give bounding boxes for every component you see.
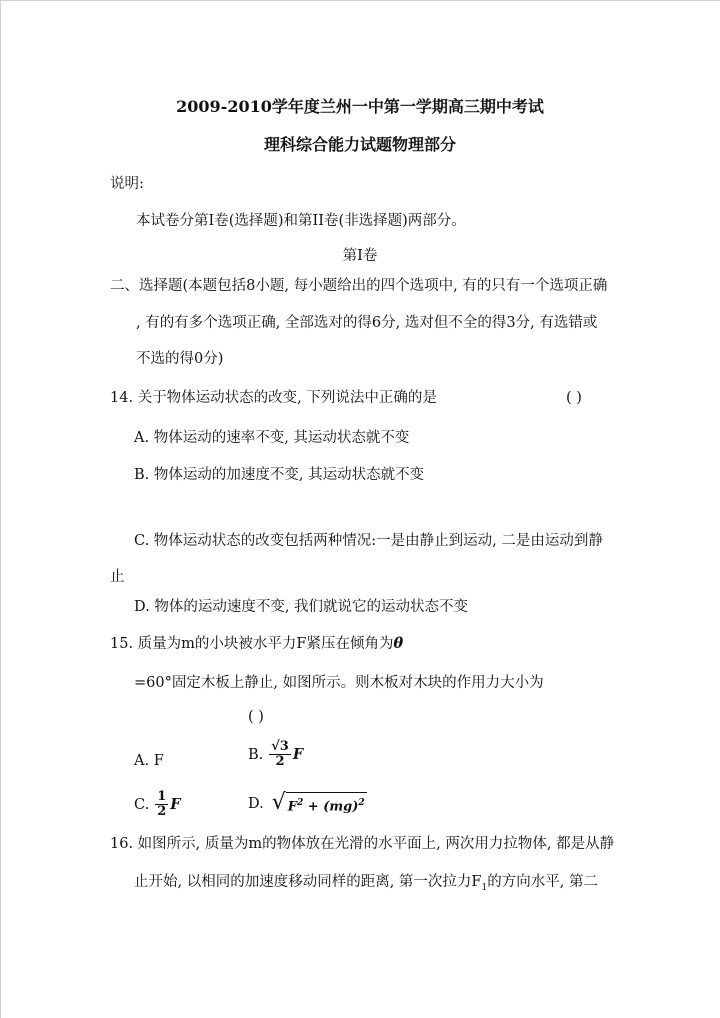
question-14-option-d: D. 物体的运动速度不变, 我们就说它的运动状态不变 — [134, 599, 469, 615]
question-15-option-b — [248, 740, 303, 769]
radicand-exp2: 2 — [358, 798, 365, 808]
section-instructions-line1: 二、选择题(本题包括8小题, 每小题给出的四个选项中, 有的只有一个选项正确 — [110, 278, 608, 294]
question-14-option-c-line1: C. 物体运动状态的改变包括两种情况:一是由静止到运动, 二是由运动到静 — [134, 533, 603, 549]
section-instructions-line2: , 有的有多个选项正确, 全部选对的得6分, 选对但不全的得3分, 有选错或 — [136, 315, 598, 331]
radicand-mg: + (mg) — [303, 799, 359, 815]
question-14-answer-paren: ( ) — [566, 390, 582, 406]
question-14-option-b: B. 物体运动的加速度不变, 其运动状态就不变 — [134, 467, 425, 483]
theta-symbol: θ — [393, 635, 404, 652]
option-d-radicand — [286, 792, 367, 815]
radical-sign: √ — [271, 790, 286, 815]
section-instructions-line3: 不选的得0分) — [136, 351, 224, 367]
question-14-stem: 14. 关于物体运动状态的改变, 下列说法中正确的是 — [110, 390, 437, 406]
option-c-fraction — [155, 790, 168, 819]
exam-subtitle: 理科综合能力试题物理部分 — [263, 135, 456, 154]
question-16-line2 — [134, 873, 598, 897]
option-d-sqrt-expression — [272, 792, 367, 815]
question-15-answer-paren: ( ) — [248, 709, 264, 725]
volume-title: 第I卷 — [342, 248, 378, 264]
q16-f1-subscript: 1 — [481, 882, 488, 893]
option-b-denominator: 2 — [275, 754, 285, 769]
radicand-f: F — [287, 799, 297, 815]
option-b-numerator: √3 — [271, 739, 289, 754]
radicand-exp1: 2 — [296, 798, 304, 808]
question-14-option-a: A. 物体运动的速率不变, 其运动状态就不变 — [134, 430, 410, 446]
q16-line2-b: 的方向水平, 第二 — [487, 874, 598, 890]
q16-line2-a: 止开始, 以相同的加速度移动同样的距离, 第一次拉力F — [134, 874, 482, 890]
question-15-line2: =60°固定木板上静止, 如图所示。则木板对木块的作用力大小为 — [134, 675, 544, 691]
option-c-denominator: 2 — [157, 804, 167, 819]
question-14-option-c-line2: 止 — [110, 569, 125, 585]
explain-text: 本试卷分第I卷(选择题)和第II卷(非选择题)两部分。 — [136, 213, 466, 229]
question-16-line1: 16. 如图所示, 质量为m的物体放在光滑的水平面上, 两次用力拉物体, 都是从静 — [110, 836, 615, 852]
option-d-label: D. — [248, 795, 264, 812]
option-b-label: B. — [248, 746, 264, 763]
option-c-numerator: 1 — [157, 789, 167, 804]
option-b-fraction — [269, 740, 291, 769]
question-15-stem — [110, 635, 403, 653]
option-c-label: C. — [134, 796, 150, 813]
question-15-stem-text: 15. 质量为m的小块被水平力F紧压在倾角为 — [110, 636, 394, 652]
question-15-option-c — [134, 790, 181, 819]
option-b-variable: F — [292, 745, 304, 763]
question-15-option-a: A. F — [134, 753, 164, 769]
question-15-option-d — [248, 792, 367, 815]
explain-label: 说明: — [110, 176, 144, 192]
option-c-variable: F — [170, 795, 181, 813]
exam-title: 2009-2010学年度兰州一中第一学期高三期中考试 — [176, 97, 544, 116]
